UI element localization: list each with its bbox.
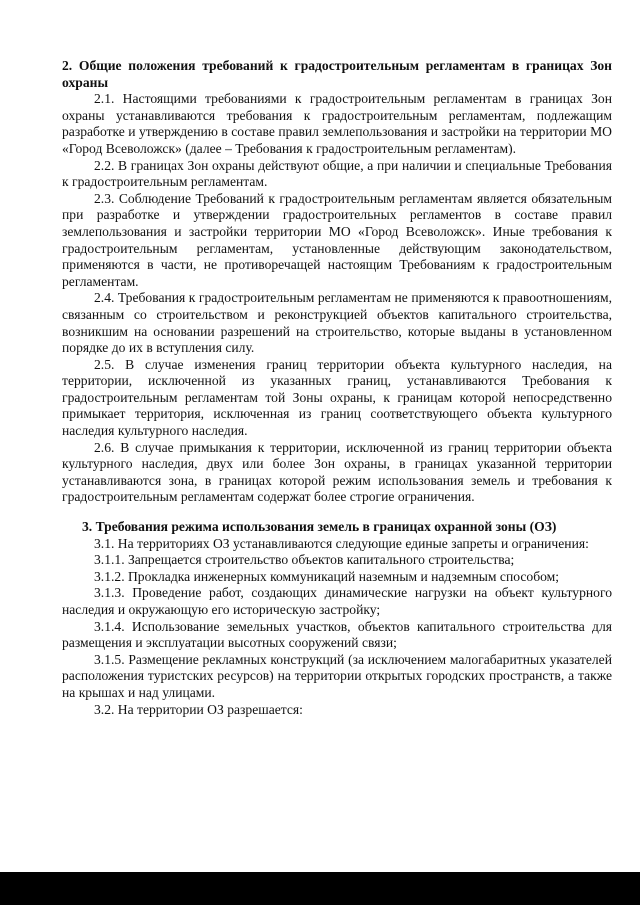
paragraph-3-1-5: 3.1.5. Размещение рекламных конструкций (за исключением малогабаритных указателей расположения туристских ресурсов) на территории открытых городских пространств, а также на крышах и над улицами. [62, 651, 612, 700]
document-page [62, 58, 612, 718]
paragraph-3-2: 3.2. На территории ОЗ разрешается: [94, 701, 303, 717]
paragraph-3-1-2: 3.1.2. Прокладка инженерных коммуникаций наземным и надземным способом; [94, 568, 560, 584]
paragraph-3-1: 3.1. На территориях ОЗ устанавливаются следующие единые запреты и ограничения: [94, 535, 589, 551]
paragraph-3-1-4: 3.1.4. Использование земельных участков, объектов капитального строительства для размещения и эксплуатации высотных сооружений связи; [62, 618, 612, 651]
paragraph-2-2: 2.2. В границах Зон охраны действуют общие, а при наличии и специальные Требования к градостроительным регламентам. [62, 157, 612, 190]
paragraph-2-5: 2.5. В случае изменения границ территории объекта культурного наследия, на территории, исключенной из указанных границ, устанавливаются Требования к градостроительным регламентам той Зоны охраны, к границам которой непосредственно примыкает территория, исключенная из границ соответствующего объекта культурного наследия культурного наследия. [62, 356, 612, 439]
scan-bottom-edge [0, 872, 640, 905]
paragraph-3-1-1: 3.1.1. Запрещается строительство объектов капитального строительства; [94, 552, 515, 568]
section-gap [62, 506, 612, 519]
paragraph-2-3: 2.3. Соблюдение Требований к градостроительным регламентам является обязательным при разработке и утверждении градостроительных регламентов в составе правил землепользования и застройки территории МО «Город Всеволожск». Иные требования к градостроительным регламентам, установленные действующим законодательством, применяются в части, не противоречащей настоящим Требованиям к градостроительным регламентам. [62, 190, 612, 289]
paragraph-3-1-3: 3.1.3. Проведение работ, создающих динамические нагрузки на объект культурного наследия и окружающую его историческую застройку; [62, 585, 612, 617]
paragraph-2-6: 2.6. В случае примыкания к территории, исключенной из границ территории объекта культурного наследия, двух или более Зон охраны, в границах указанной территории устанавливаются зона, в границах которой режим использования земель и требования к градостроительным регламентам содержат более строгие ограничения. [62, 439, 612, 505]
paragraph-2-1: 2.1. Настоящими требованиями к градостроительным регламентам в границах Зон охраны устанавливаются требования к градостроительным регламентам, подлежащим разработке и утверждению в составе правил землепользования и застройки на территории МО «Город Всеволожск» (далее – Требования к градостроительным регламентам). [62, 91, 612, 156]
section-2-heading: 2. Общие положения требований к градостроительным регламентам в границах Зон охраны [62, 58, 612, 90]
section-3-heading: 3. Требования режима использования земель в границах охранной зоны (ОЗ) [82, 519, 557, 535]
paragraph-2-4: 2.4. Требования к градостроительным регламентам не применяются к правоотношениям, связанным со строительством и реконструкцией объектов капитального строительства, возникшим на основании разрешений на строительство, которые выданы в установленном порядке до их в вступления силу. [62, 290, 612, 356]
